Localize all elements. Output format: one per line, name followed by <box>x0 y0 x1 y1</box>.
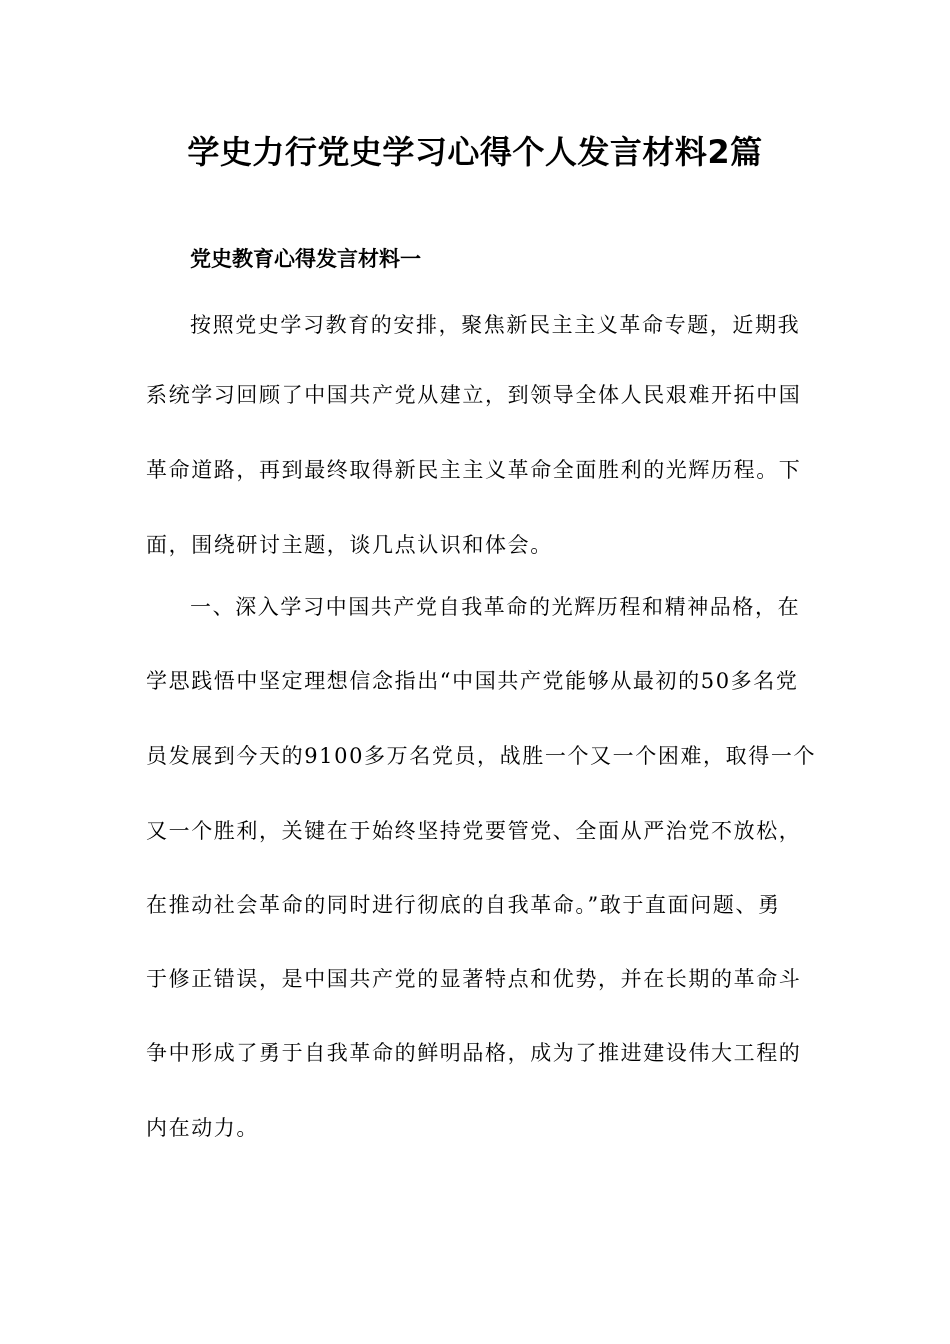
paragraph-1-line-3: 革命道路，再到最终取得新民主主义革命全面胜利的光辉历程。下 <box>146 458 802 482</box>
paragraph-1-line-4: 面，围绕研讨主题，谈几点认识和体会。 <box>146 533 553 557</box>
paragraph-2-line-1: 一、深入学习中国共产党自我革命的光辉历程和精神品格，在 <box>190 595 801 619</box>
section-heading: 党史教育心得发言材料一 <box>190 247 421 271</box>
paragraph-2-line-8: 内在动力。 <box>146 1116 259 1140</box>
paragraph-2-line-3: 员发展到今天的9100多万名党员，战胜一个又一个困难，取得一个 <box>146 744 817 768</box>
paragraph-2-line-4: 又一个胜利，关键在于始终坚持党要管党、全面从严治党不放松， <box>146 819 802 843</box>
document-title: 学史力行党史学习心得个人发言材料2篇 <box>187 133 763 171</box>
paragraph-2-line-5: 在推动社会革命的同时进行彻底的自我革命。”敢于直面问题、勇 <box>146 893 781 917</box>
paragraph-2-line-7: 争中形成了勇于自我革命的鲜明品格，成为了推进建设伟大工程的 <box>146 1041 802 1065</box>
paragraph-2-line-6: 于修正错误，是中国共产党的显著特点和优势，并在长期的革命斗 <box>146 967 802 991</box>
paragraph-2-line-2: 学思践悟中坚定理想信念指出“中国共产党能够从最初的50多名党 <box>146 669 799 693</box>
paragraph-1-line-1: 按照党史学习教育的安排，聚焦新民主主义革命专题，近期我 <box>190 313 801 337</box>
paragraph-1-line-2: 系统学习回顾了中国共产党从建立，到领导全体人民艰难开拓中国 <box>146 383 802 407</box>
